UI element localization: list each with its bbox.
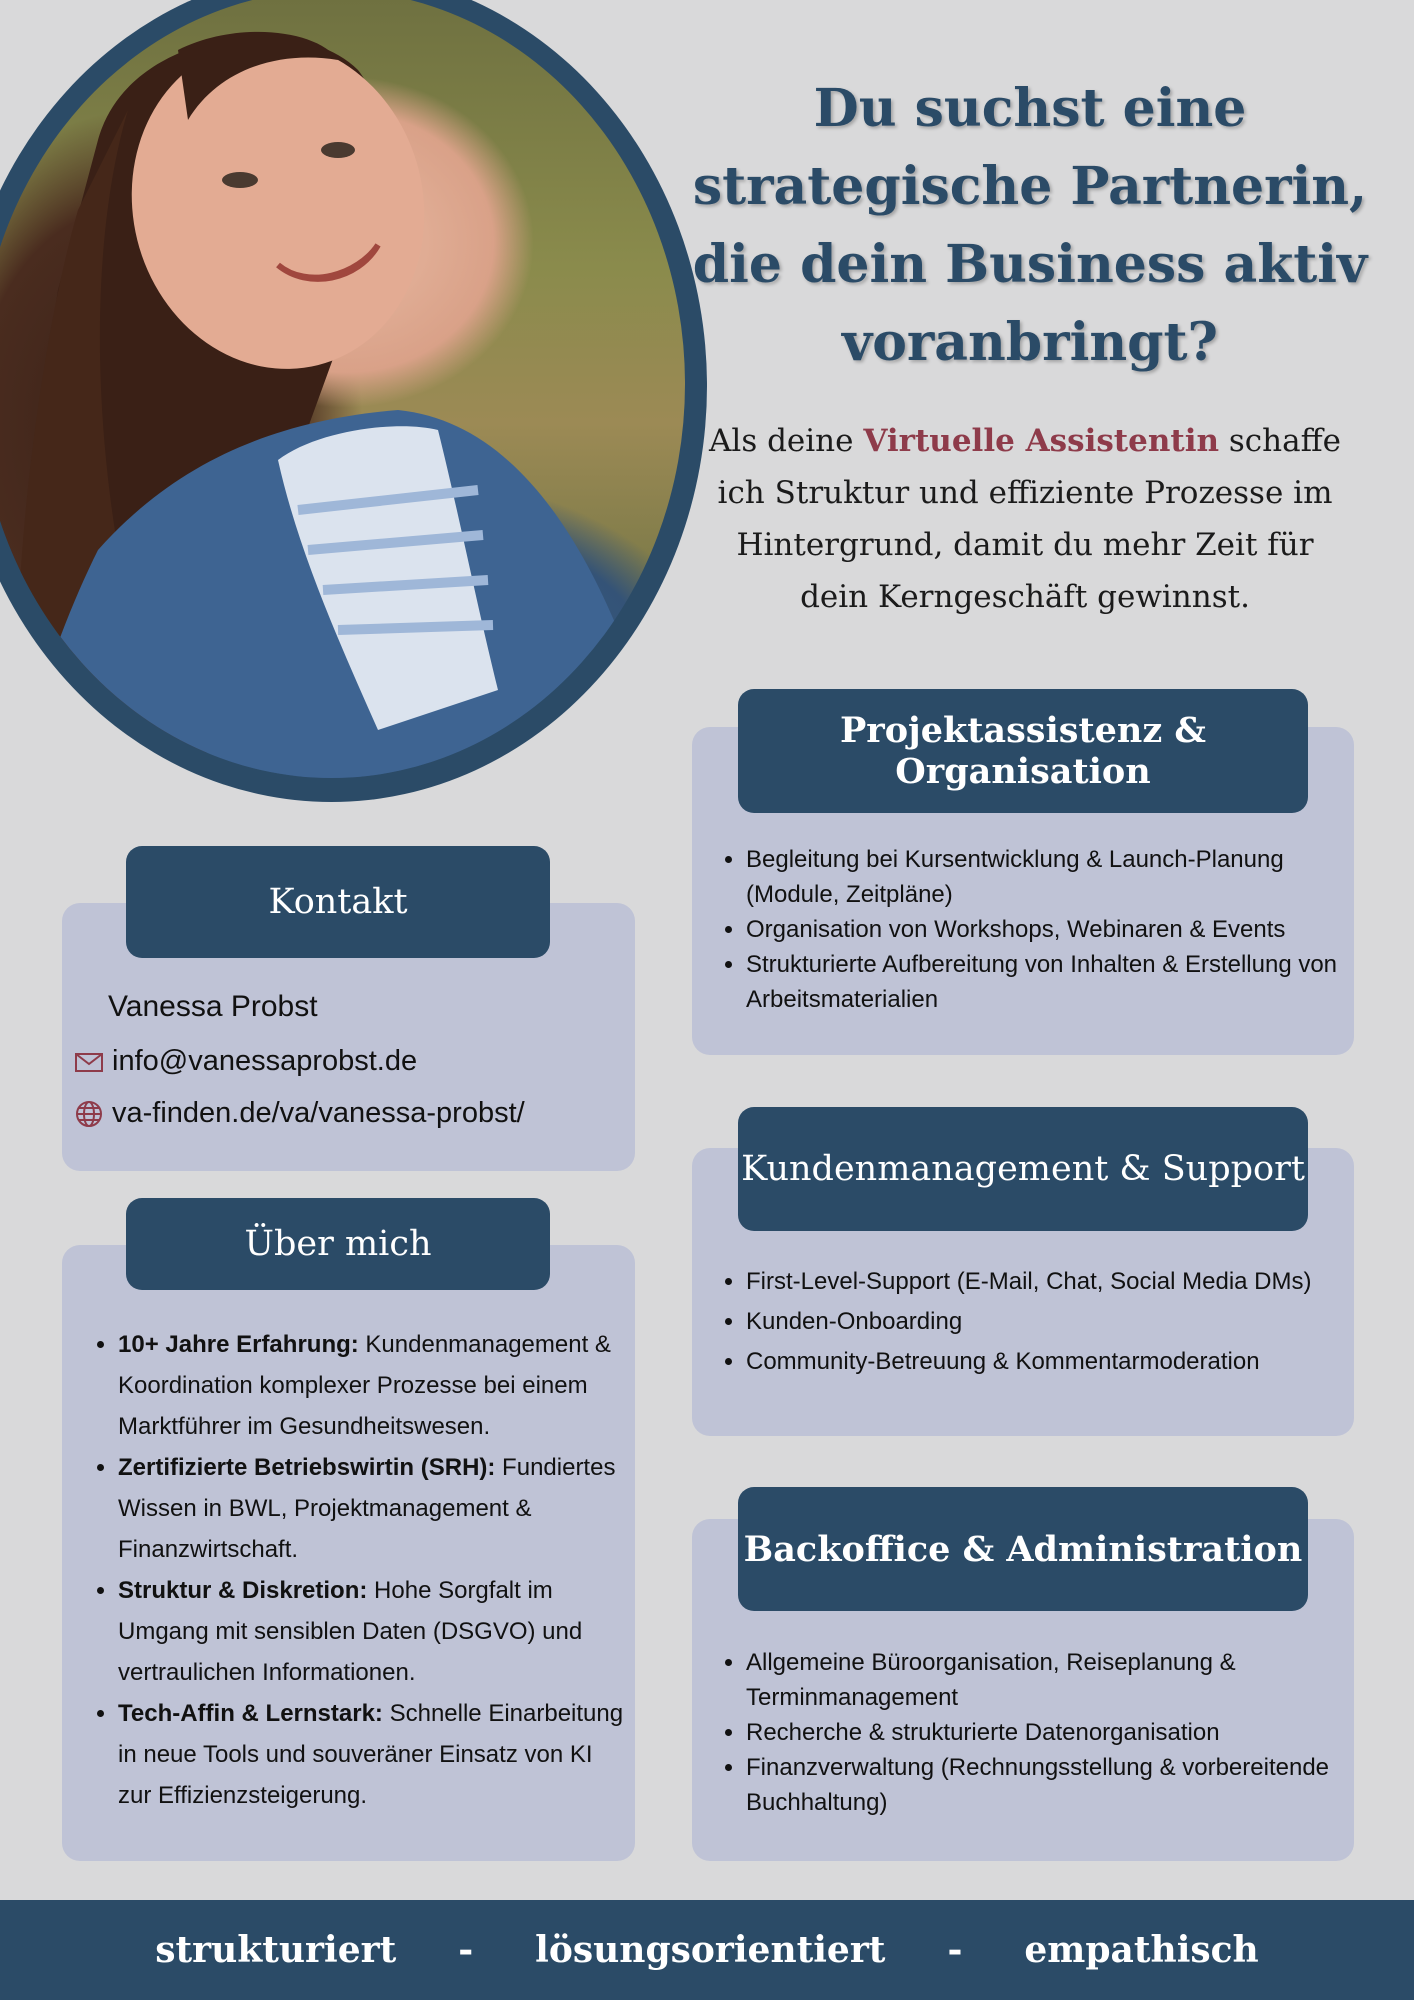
list-item: • First-Level-Support (E-Mail, Chat, Social Media DMs) (746, 1262, 1346, 1302)
footer-word-3: empathisch (1024, 1929, 1259, 1971)
portrait-photo (0, 0, 685, 778)
about-item-text: Schnelle Einarbeitung in neue Tools und souveräner Einsatz von KI zur Effizienzsteigerung. (118, 1700, 624, 1809)
service-title-backoffice: Backoffice & Administration (738, 1487, 1308, 1611)
service-title-kundenmanagement: Kundenmanagement & Support (738, 1107, 1308, 1231)
about-item-bold: 10+ Jahre Erfahrung: (118, 1331, 359, 1358)
list-item: • Recherche & strukturierte Datenorganisation (746, 1715, 1346, 1750)
about-item-bold: Zertifizierte Betriebswirtin (SRH): (118, 1454, 496, 1481)
about-item-bold: Struktur & Diskretion: (118, 1577, 368, 1604)
mail-icon (74, 1047, 104, 1077)
list-item (118, 1693, 628, 1816)
intro-highlight: Virtuelle Assistentin (863, 423, 1220, 459)
about-content (88, 1324, 628, 1816)
about-item-bold: Tech-Affin & Lernstark: (118, 1700, 383, 1727)
service-items (716, 1262, 1346, 1382)
about-list (88, 1324, 628, 1816)
list-item: • Strukturierte Aufbereitung von Inhalten & Erstellung von Arbeitsmaterialien (746, 947, 1346, 1017)
intro-before: Als deine (709, 423, 864, 459)
list-item: • Kunden-Onboarding (746, 1302, 1346, 1342)
contact-name: Vanessa Probst (108, 990, 318, 1023)
about-title: Über mich (126, 1198, 550, 1290)
list-item: • Organisation von Workshops, Webinaren & Events (746, 912, 1346, 947)
list-item (118, 1324, 628, 1447)
contact-website[interactable]: va-finden.de/va/vanessa-probst/ (112, 1097, 525, 1129)
service-list-backoffice (716, 1645, 1346, 1820)
service-items (716, 842, 1346, 1017)
footer-word-1: strukturiert (155, 1929, 397, 1971)
about-item-text: Fundiertes Wissen in BWL, Projektmanagement & Finanzwirtschaft. (118, 1454, 616, 1563)
portrait-illustration (0, 0, 685, 778)
page-headline: Du suchst eine strategische Partnerin, die dein Business aktiv voranbringt? (692, 78, 1368, 373)
contact-title: Kontakt (126, 846, 550, 958)
list-item: • Community-Betreuung & Kommentarmoderation (746, 1342, 1346, 1382)
footer-separator: - (947, 1929, 963, 1971)
list-item (118, 1447, 628, 1570)
contact-email[interactable]: info@vanessaprobst.de (112, 1045, 418, 1077)
service-list-kundenmanagement (716, 1262, 1346, 1382)
service-title-projektassistenz: Projektassistenz & Organisation (738, 689, 1308, 813)
list-item (118, 1570, 628, 1693)
list-item: • Finanzverwaltung (Rechnungsstellung & vorbereitende Buchhaltung) (746, 1750, 1346, 1820)
list-item: • Allgemeine Büroorganisation, Reiseplanung & Terminmanagement (746, 1645, 1346, 1715)
list-item: • Begleitung bei Kursentwicklung & Launch-Planung (Module, Zeitpläne) (746, 842, 1346, 912)
about-item-text: Kundenmanagement & Koordination komplexer Prozesse bei einem Marktführer im Gesundheitswesen. (118, 1331, 611, 1440)
about-item-text: Hohe Sorgfalt im Umgang mit sensiblen Daten (DSGVO) und vertraulichen Informationen. (118, 1577, 583, 1686)
footer-banner (0, 1900, 1414, 2000)
service-list-projektassistenz (716, 842, 1346, 1017)
contact-website-row (74, 1097, 525, 1130)
footer-separator: - (458, 1929, 474, 1971)
intro-after: schaffe ich Struktur und effiziente Prozesse im Hintergrund, damit du mehr Zeit für dein Kerngeschäft gewinnst. (717, 423, 1341, 615)
footer-word-2: lösungsorientiert (535, 1929, 886, 1971)
contact-email-row (74, 1045, 417, 1078)
intro-text (700, 415, 1350, 623)
service-items (716, 1645, 1346, 1820)
globe-icon (74, 1099, 104, 1129)
